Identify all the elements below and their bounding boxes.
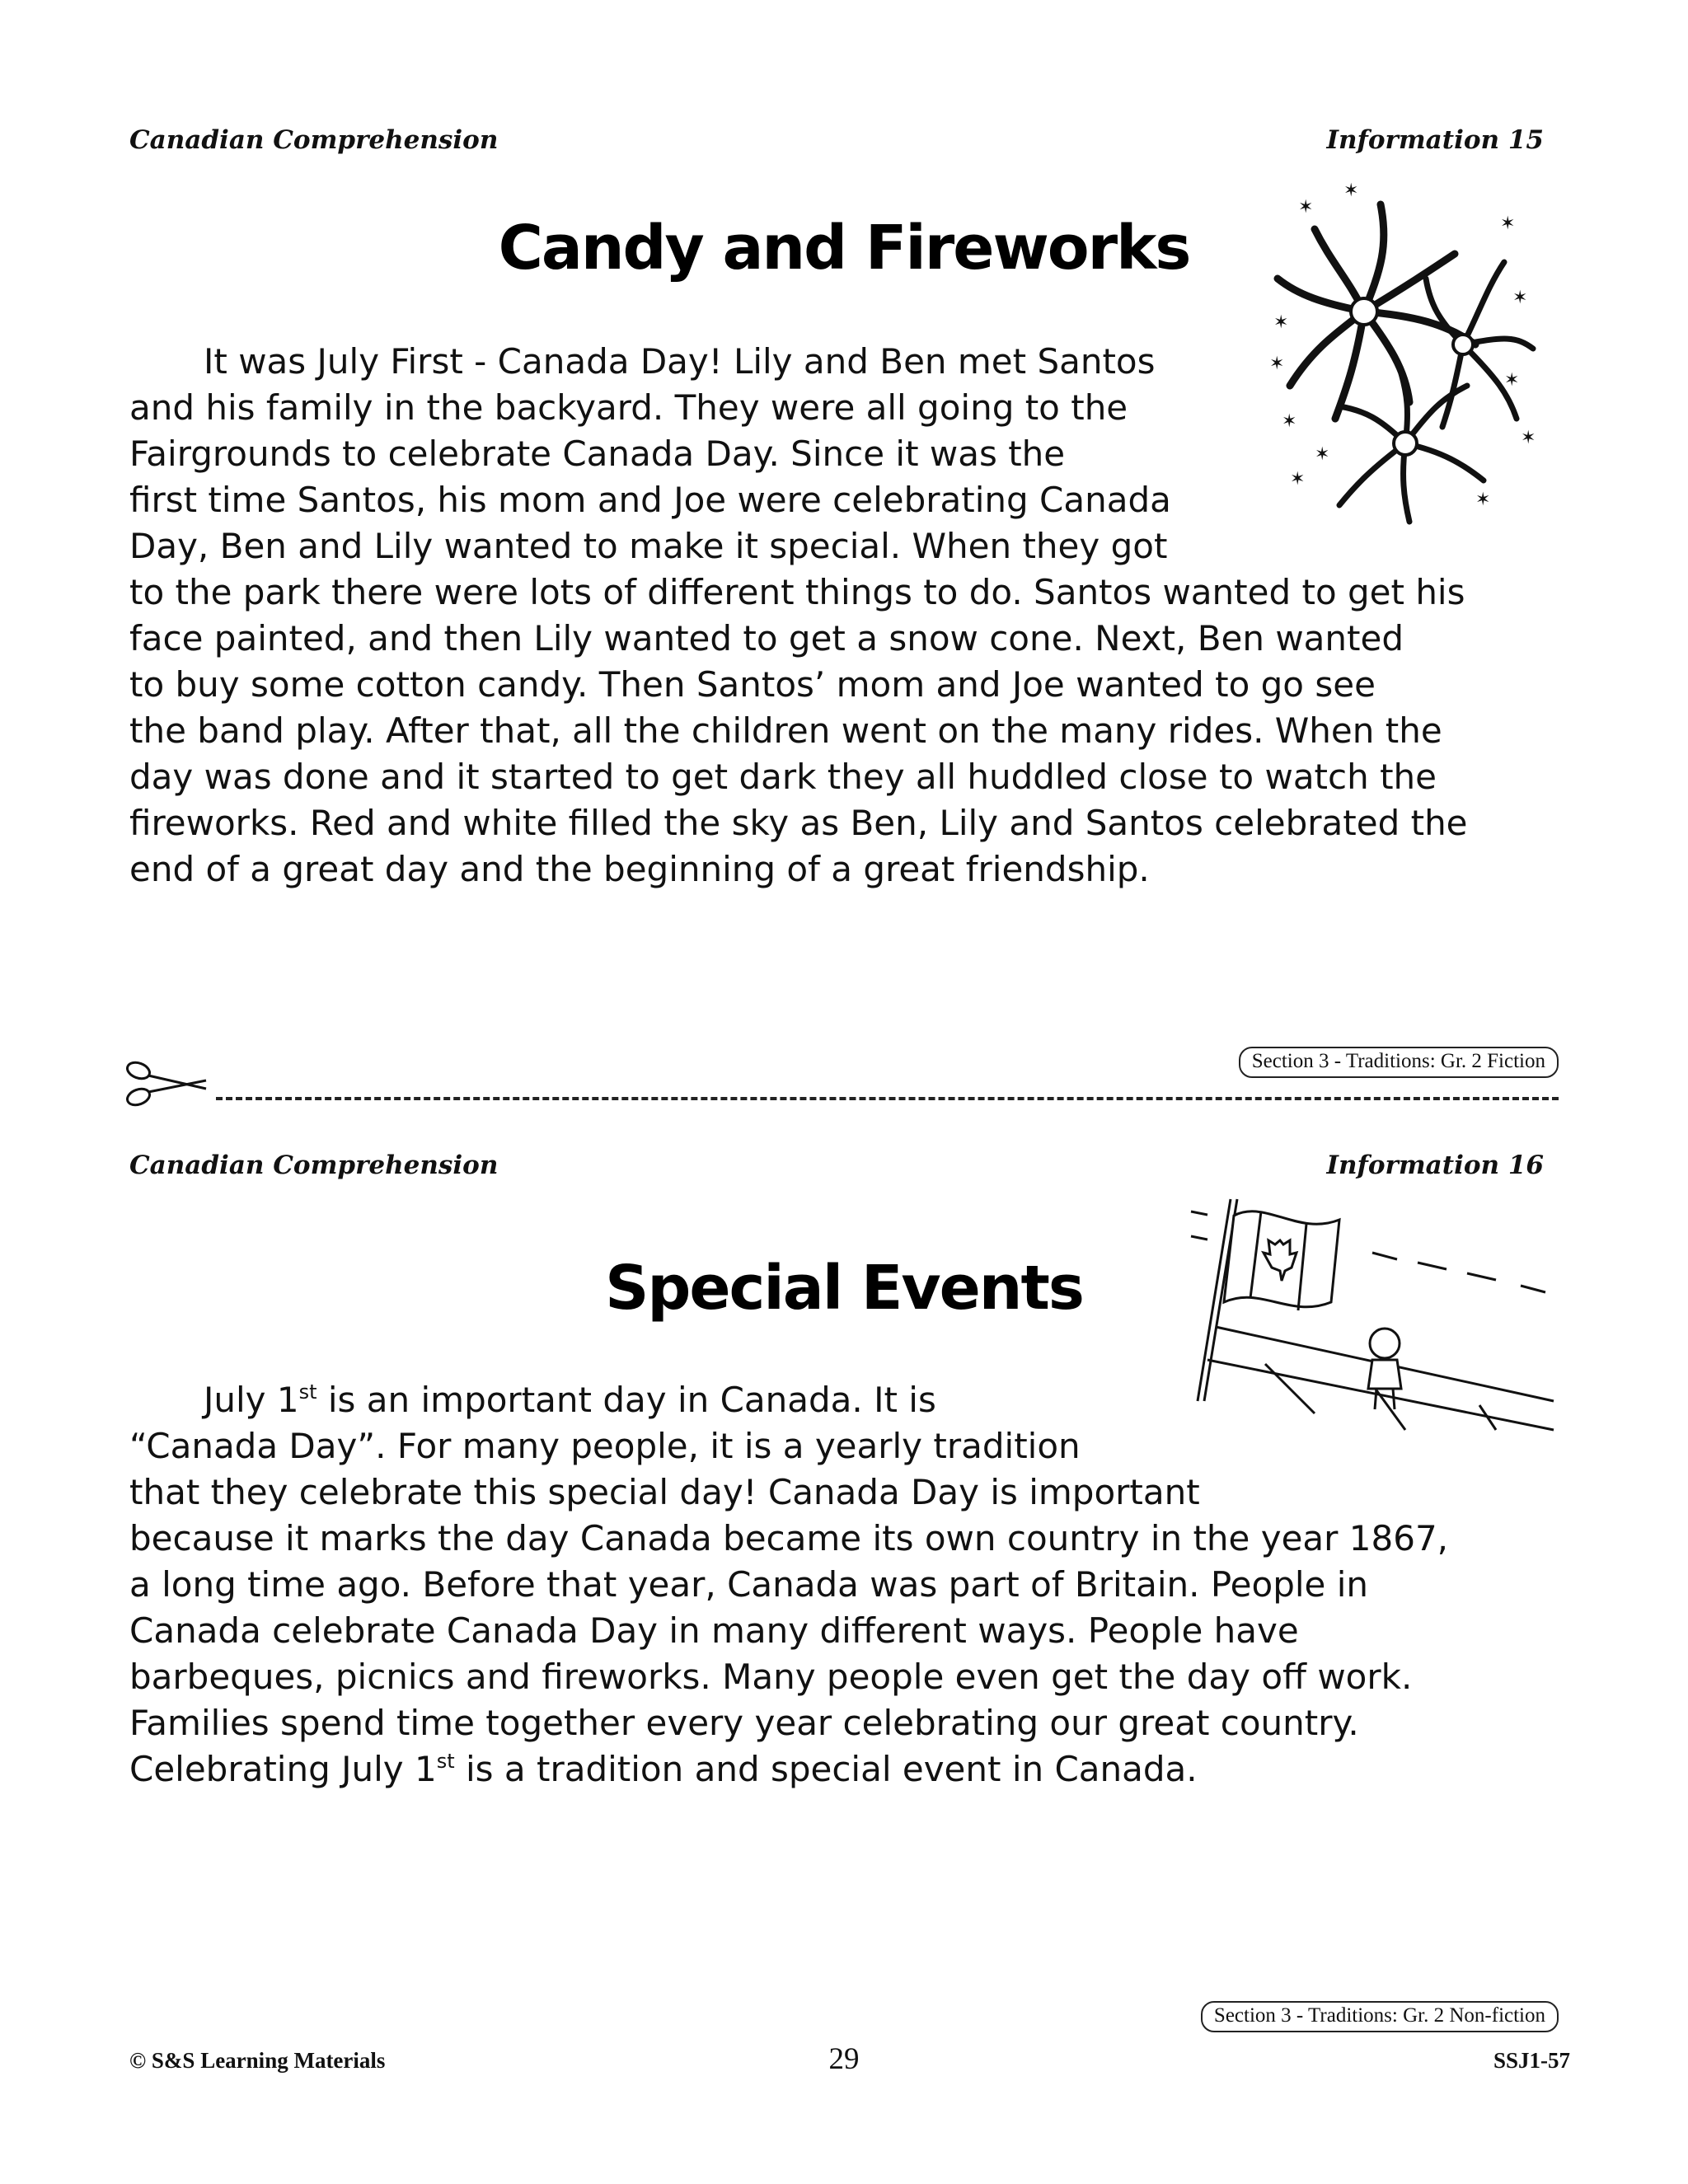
- story-line: to buy some cotton candy. Then Santos’ mom and Joe wanted to go see: [129, 664, 1376, 705]
- story-line: “Canada Day”. For many people, it is a yearly tradition: [129, 1426, 1081, 1466]
- page-number: 29: [828, 2042, 860, 2076]
- worksheet-header-left: Canadian Comprehension: [129, 1151, 499, 1180]
- svg-text:✶: ✶: [1298, 197, 1314, 218]
- story-paragraph: [129, 339, 1468, 893]
- story-line: [129, 1377, 1448, 1423]
- worksheet-header-left: Canadian Comprehension: [129, 125, 499, 155]
- superscript: st: [298, 1380, 317, 1404]
- copyright: © S&S Learning Materials: [129, 2048, 386, 2073]
- svg-text:✶: ✶: [1512, 288, 1528, 308]
- svg-text:✶: ✶: [1315, 444, 1330, 465]
- story-line: to the park there were lots of different things to do. Santos wanted to get his: [129, 572, 1465, 612]
- svg-text:✶: ✶: [1290, 469, 1306, 490]
- story-line: and his family in the backyard. They were all going to the: [129, 387, 1128, 428]
- svg-text:✶: ✶: [1521, 428, 1536, 448]
- story-line: face painted, and then Lily wanted to get a snow cone. Next, Ben wanted: [129, 618, 1404, 658]
- svg-text:✶: ✶: [1273, 312, 1289, 333]
- story-line: barbeques, picnics and fireworks. Many people even get the day off work.: [129, 1657, 1413, 1697]
- story-line: Fairgrounds to celebrate Canada Day. Since it was the: [129, 434, 1066, 474]
- text-span: is an important day in Canada. It is: [316, 1380, 936, 1420]
- story-line: fireworks. Red and white filled the sky as Ben, Lily and Santos celebrated the: [129, 803, 1468, 843]
- story-line: that they celebrate this special day! Canada Day is important: [129, 1472, 1200, 1512]
- story-line: day was done and it started to get dark they all huddled close to watch the: [129, 757, 1437, 797]
- cut-line: [216, 1097, 1559, 1100]
- worksheet-header-right: Information 16: [1326, 1151, 1544, 1180]
- section-badge: Section 3 - Traditions: Gr. 2 Non-fiction: [1201, 2001, 1559, 2032]
- section-badge: Section 3 - Traditions: Gr. 2 Fiction: [1239, 1047, 1559, 1078]
- story-line: a long time ago. Before that year, Canada was part of Britain. People in: [129, 1564, 1369, 1605]
- svg-text:✶: ✶: [1475, 490, 1491, 510]
- svg-text:✶: ✶: [1269, 354, 1285, 374]
- story-paragraph: [129, 1377, 1448, 1793]
- story-line: the band play. After that, all the children went on the many rides. When the: [129, 710, 1442, 751]
- svg-text:✶: ✶: [1343, 180, 1359, 201]
- superscript: st: [436, 1750, 455, 1773]
- svg-text:✶: ✶: [1504, 370, 1520, 391]
- svg-text:✶: ✶: [1500, 213, 1516, 234]
- text-span: July 1: [204, 1380, 299, 1420]
- svg-text:✶: ✶: [1282, 411, 1297, 432]
- worksheet-header-right: Information 15: [1326, 125, 1544, 155]
- story-line: end of a great day and the beginning of a great friendship.: [129, 849, 1150, 889]
- story-line: It was July First - Canada Day! Lily and Ben met Santos: [204, 341, 1156, 382]
- story-line: Canada celebrate Canada Day in many different ways. People have: [129, 1610, 1299, 1651]
- story-line: [129, 1746, 1448, 1793]
- story-line: Day, Ben and Lily wanted to make it special. When they got: [129, 526, 1168, 566]
- title-text: Special Events: [605, 1253, 1083, 1324]
- text-span: is a tradition and special event in Canada.: [454, 1749, 1198, 1789]
- story-line: first time Santos, his mom and Joe were celebrating Canada: [129, 480, 1171, 520]
- scissors-icon: [124, 1059, 214, 1108]
- title-text: Candy and Fireworks: [498, 213, 1190, 284]
- product-code: SSJ1-57: [1493, 2048, 1570, 2073]
- story-line: Families spend time together every year celebrating our great country.: [129, 1703, 1359, 1743]
- text-span: Celebrating July 1: [129, 1749, 437, 1789]
- story-line: because it marks the day Canada became its own country in the year 1867,: [129, 1518, 1449, 1558]
